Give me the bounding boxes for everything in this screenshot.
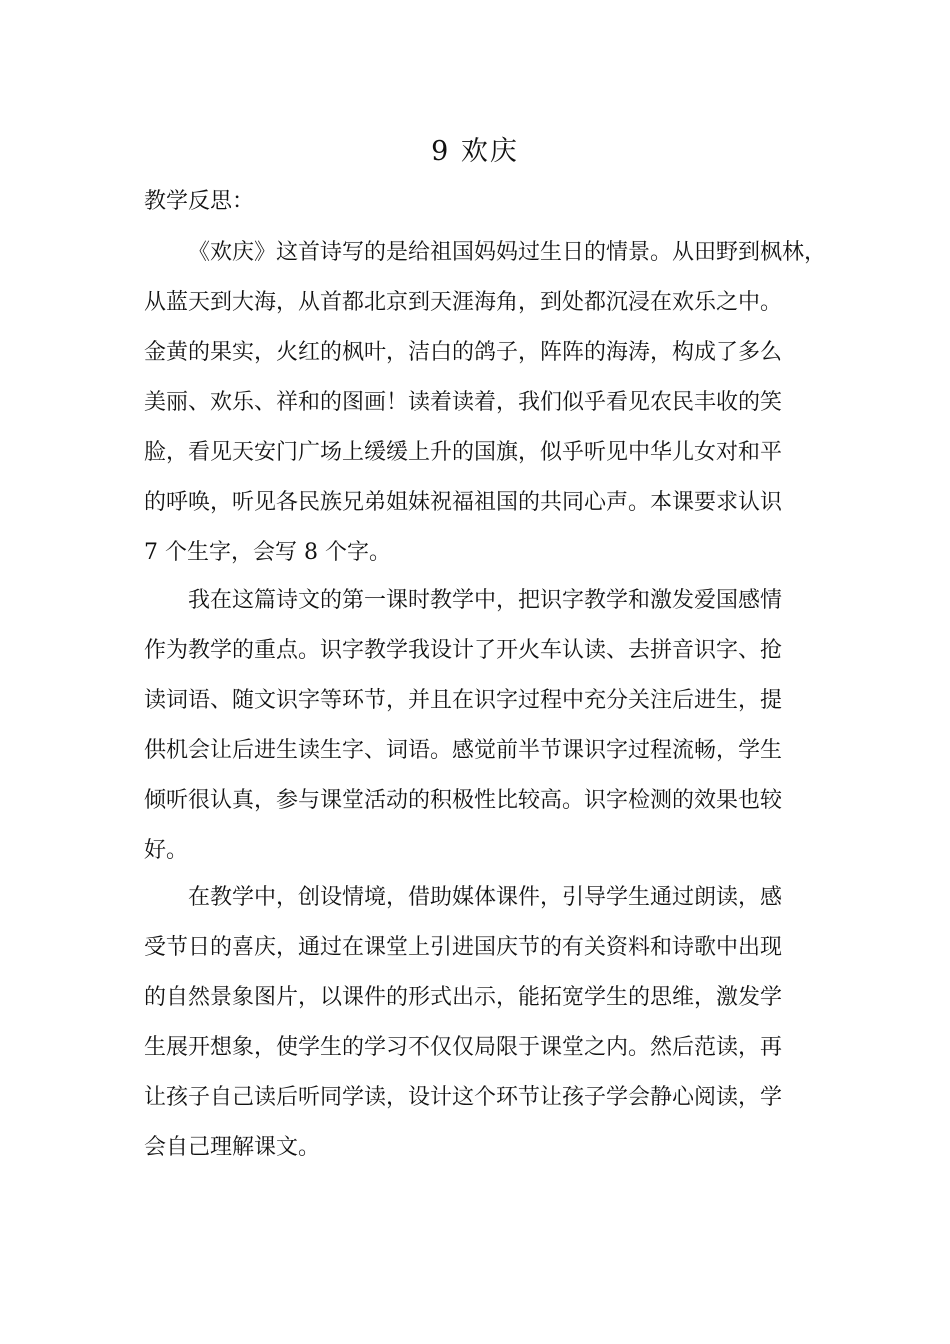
text-line: 7 个生字，会写 8 个字。 (144, 540, 391, 565)
paragraph-3 (144, 873, 820, 1173)
text-line: 的自然景象图片，以课件的形式出示，能拓宽学生的思维，激发学 (144, 985, 783, 1010)
text-line: 读词语、随文识字等环节，并且在识字过程中充分关注后进生，提 (144, 688, 783, 713)
text-line: 生展开想象，使学生的学习不仅仅局限于课堂之内。然后范读，再 (144, 1035, 783, 1060)
text-line: 美丽、欢乐、祥和的图画！读着读着，我们似乎看见农民丰收的笑 (144, 390, 783, 415)
text-line: 让孩子自己读后听同学读，设计这个环节让孩子学会静心阅读，学 (144, 1085, 783, 1110)
text-line: 受节日的喜庆，通过在课堂上引进国庆节的有关资料和诗歌中出现 (144, 935, 783, 960)
text-line: 好。 (144, 838, 189, 863)
text-line: 作为教学的重点。识字教学我设计了开火车认读、去拼音识字、抢 (144, 638, 783, 663)
paragraph-2 (144, 576, 820, 876)
text-line: 脸，看见天安门广场上缓缓上升的国旗，似乎听见中华儿女对和平 (144, 440, 783, 465)
text-line: 金黄的果实，火红的枫叶，洁白的鸽子，阵阵的海涛，构成了多么 (144, 340, 783, 365)
text-line: 会自己理解课文。 (144, 1135, 321, 1160)
paragraph-1 (144, 228, 827, 578)
text-line: 在教学中，创设情境，借助媒体课件，引导学生通过朗读，感 (188, 885, 783, 910)
text-line: 《欢庆》这首诗写的是给祖国妈妈过生日的情景。从田野到枫林， (188, 240, 827, 265)
text-line: 的呼唤，听见各民族兄弟姐妹祝福祖国的共同心声。本课要求认识 (144, 490, 783, 515)
text-line: 倾听很认真，参与课堂活动的积极性比较高。识字检测的效果也较 (144, 788, 783, 813)
text-line: 从蓝天到大海，从首都北京到天涯海角，到处都沉浸在欢乐之中。 (144, 290, 783, 315)
text-line: 我在这篇诗文的第一课时教学中，把识字教学和激发爱国感情 (188, 588, 783, 613)
text-line: 供机会让后进生读生字、词语。感觉前半节课识字过程流畅，学生 (144, 738, 783, 763)
document-title: 9 欢庆 (431, 136, 519, 167)
section-label: 教学反思： (144, 189, 255, 214)
